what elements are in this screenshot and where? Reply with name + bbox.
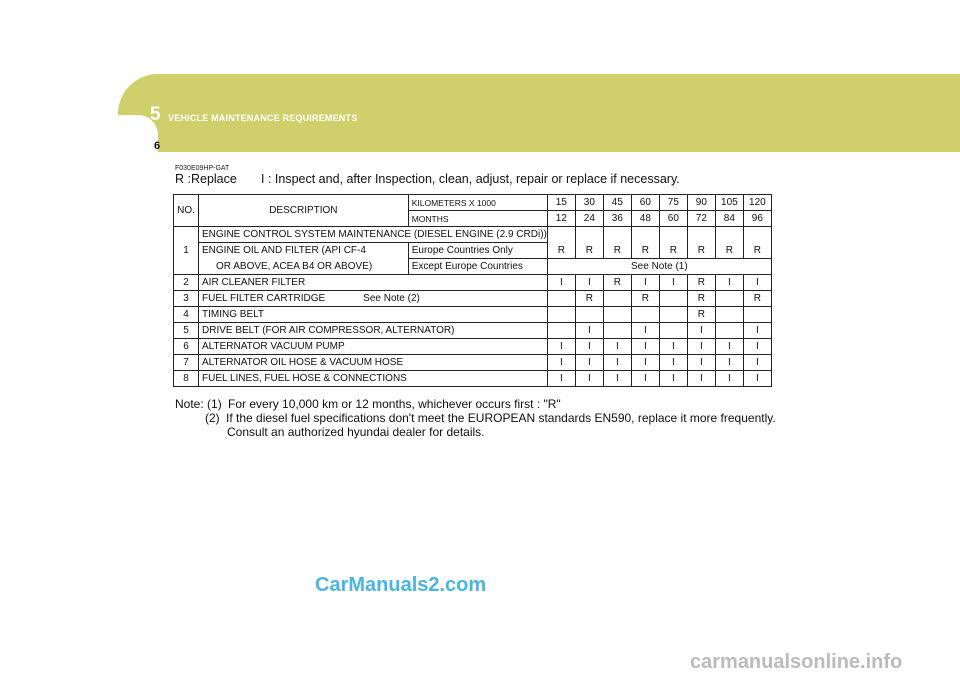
value-cell: R: [659, 243, 687, 259]
value-cell: R: [575, 243, 603, 259]
value-cell: I: [603, 371, 631, 387]
value-cell: I: [603, 355, 631, 371]
value-cell: [659, 307, 687, 323]
value-cell: I: [743, 355, 771, 371]
row-number: 3: [174, 291, 199, 307]
table-row: [174, 339, 772, 355]
value-cell: I: [631, 275, 659, 291]
km-cell: 105: [715, 195, 743, 211]
document-code: F030E09HP-GAT: [175, 165, 230, 172]
km-cell: 75: [659, 195, 687, 211]
note-2-number: (2): [205, 411, 220, 425]
row-number: 7: [174, 355, 199, 371]
row-description: [199, 275, 548, 291]
value-cell: I: [575, 275, 603, 291]
row-number: 8: [174, 371, 199, 387]
km-cell: 15: [547, 195, 575, 211]
months-label: MONTHS: [408, 211, 547, 227]
value-cell: I: [743, 275, 771, 291]
table-row: [174, 275, 772, 291]
value-cell: I: [659, 355, 687, 371]
table-row: [174, 323, 772, 339]
row-description-text: ALTERNATOR OIL HOSE & VACUUM HOSE: [202, 357, 404, 368]
row-description-text: TIMING BELT: [202, 309, 265, 320]
value-cell: I: [575, 323, 603, 339]
value-cell: I: [659, 275, 687, 291]
months-cell: 96: [743, 211, 771, 227]
months-cell: 60: [659, 211, 687, 227]
value-cell: [743, 307, 771, 323]
row-description-text: FUEL LINES, FUEL HOSE & CONNECTIONS: [202, 373, 407, 384]
row-description-text: FUEL FILTER CARTRIDGE: [202, 293, 326, 304]
value-cell: I: [743, 371, 771, 387]
row-note: See Note (2): [363, 293, 420, 304]
km-cell: 45: [603, 195, 631, 211]
section-number: 5: [150, 104, 161, 125]
row-number: 1: [174, 243, 199, 259]
value-cell: R: [603, 243, 631, 259]
months-cell: 12: [547, 211, 575, 227]
value-cell: [603, 323, 631, 339]
row-description: [199, 371, 548, 387]
section-heading: ENGINE CONTROL SYSTEM MAINTENANCE (DIESEL ENGINE (2.9 CRDi)): [199, 227, 548, 243]
value-cell: R: [603, 275, 631, 291]
value-cell: I: [547, 339, 575, 355]
watermark-logo-right: carmanualsonline.info: [690, 651, 903, 673]
maintenance-table: [173, 194, 772, 387]
row-description-text: DRIVE BELT (FOR AIR COMPRESSOR, ALTERNATOR): [202, 325, 455, 336]
note-label: Note:: [175, 397, 204, 411]
value-cell: R: [743, 243, 771, 259]
value-cell: R: [687, 307, 715, 323]
legend: [175, 172, 680, 186]
value-cell: [575, 307, 603, 323]
col-description-header: DESCRIPTION: [199, 195, 409, 227]
months-cell: 72: [687, 211, 715, 227]
section-heading-row: [174, 227, 772, 243]
value-cell: I: [575, 339, 603, 355]
table-row: [174, 307, 772, 323]
note-1-text: For every 10,000 km or 12 months, whichever occurs first : "R": [228, 397, 561, 411]
legend-replace: R :Replace: [175, 172, 237, 186]
km-cell: 30: [575, 195, 603, 211]
value-cell: [603, 291, 631, 307]
row-description-text: ALTERNATOR VACUUM PUMP: [202, 341, 345, 352]
legend-inspect: I : Inspect and, after Inspection, clean, adjust, repair or replace if necessary.: [261, 172, 680, 186]
value-cell: I: [659, 339, 687, 355]
value-cell: [547, 307, 575, 323]
value-cell: R: [547, 243, 575, 259]
row-number: 5: [174, 323, 199, 339]
table-row: [174, 259, 772, 275]
value-cell: [547, 291, 575, 307]
page-number: 6: [154, 140, 161, 152]
note-2-text-continued: Consult an authorized hyundai dealer for details.: [227, 425, 485, 439]
value-cell: I: [687, 339, 715, 355]
km-cell: 120: [743, 195, 771, 211]
row-number: 4: [174, 307, 199, 323]
value-cell: R: [715, 243, 743, 259]
value-cell: [715, 323, 743, 339]
row-description: [199, 291, 548, 307]
row-description: ENGINE OIL AND FILTER (API CF-4: [199, 243, 409, 259]
note-2-text: If the diesel fuel specifications don't meet the EUROPEAN standards EN590, replace it more frequently.: [226, 411, 776, 425]
value-cell: I: [743, 323, 771, 339]
value-cell: [659, 291, 687, 307]
value-cell: I: [631, 339, 659, 355]
value-cell: R: [575, 291, 603, 307]
row-description: [199, 323, 548, 339]
value-cell: R: [631, 291, 659, 307]
value-cell: I: [631, 323, 659, 339]
value-cell: I: [575, 371, 603, 387]
value-cell: I: [715, 339, 743, 355]
value-cell: I: [547, 355, 575, 371]
value-cell: [715, 291, 743, 307]
table-row: [174, 291, 772, 307]
row-description: [199, 355, 548, 371]
km-cell: 60: [631, 195, 659, 211]
section-title: VEHICLE MAINTENANCE REQUIREMENTS: [168, 113, 358, 123]
months-cell: 48: [631, 211, 659, 227]
table-row: [174, 243, 772, 259]
row-number: 6: [174, 339, 199, 355]
row-description-text: AIR CLEANER FILTER: [202, 277, 306, 288]
months-cell: 36: [603, 211, 631, 227]
value-cell: [631, 307, 659, 323]
table-row: [174, 371, 772, 387]
value-cell: I: [547, 275, 575, 291]
value-cell: R: [687, 275, 715, 291]
value-cell: I: [659, 371, 687, 387]
value-cell: [547, 323, 575, 339]
value-cell: I: [631, 355, 659, 371]
value-cell: I: [631, 371, 659, 387]
value-cell: I: [715, 275, 743, 291]
value-cell: R: [743, 291, 771, 307]
value-cell: R: [687, 243, 715, 259]
km-cell: 90: [687, 195, 715, 211]
value-cell: I: [715, 355, 743, 371]
col-no-header: NO.: [174, 195, 199, 227]
km-label: KILOMETERS X 1000: [408, 195, 547, 211]
months-cell: 24: [575, 211, 603, 227]
row-number: 2: [174, 275, 199, 291]
value-cell: [603, 307, 631, 323]
notes: [175, 397, 776, 439]
europe-only-label: Europe Countries Only: [408, 243, 547, 259]
value-cell: I: [687, 323, 715, 339]
table-row: [174, 355, 772, 371]
watermark-logo-left: CarManuals2.com: [315, 574, 487, 596]
value-cell: I: [687, 371, 715, 387]
header-row-km: [174, 195, 772, 211]
value-cell: [659, 323, 687, 339]
row-description: [199, 339, 548, 355]
value-cell: I: [575, 355, 603, 371]
value-cell: [715, 307, 743, 323]
value-cell: I: [743, 339, 771, 355]
value-cell: I: [603, 339, 631, 355]
see-note-1: See Note (1): [547, 259, 771, 275]
row-description: [199, 307, 548, 323]
row-description-continued: OR ABOVE, ACEA B4 OR ABOVE): [199, 259, 409, 275]
value-cell: R: [631, 243, 659, 259]
value-cell: I: [687, 355, 715, 371]
value-cell: R: [687, 291, 715, 307]
except-europe-label: Except Europe Countries: [408, 259, 547, 275]
note-1-number: (1): [207, 397, 222, 411]
months-cell: 84: [715, 211, 743, 227]
value-cell: I: [715, 371, 743, 387]
value-cell: I: [547, 371, 575, 387]
